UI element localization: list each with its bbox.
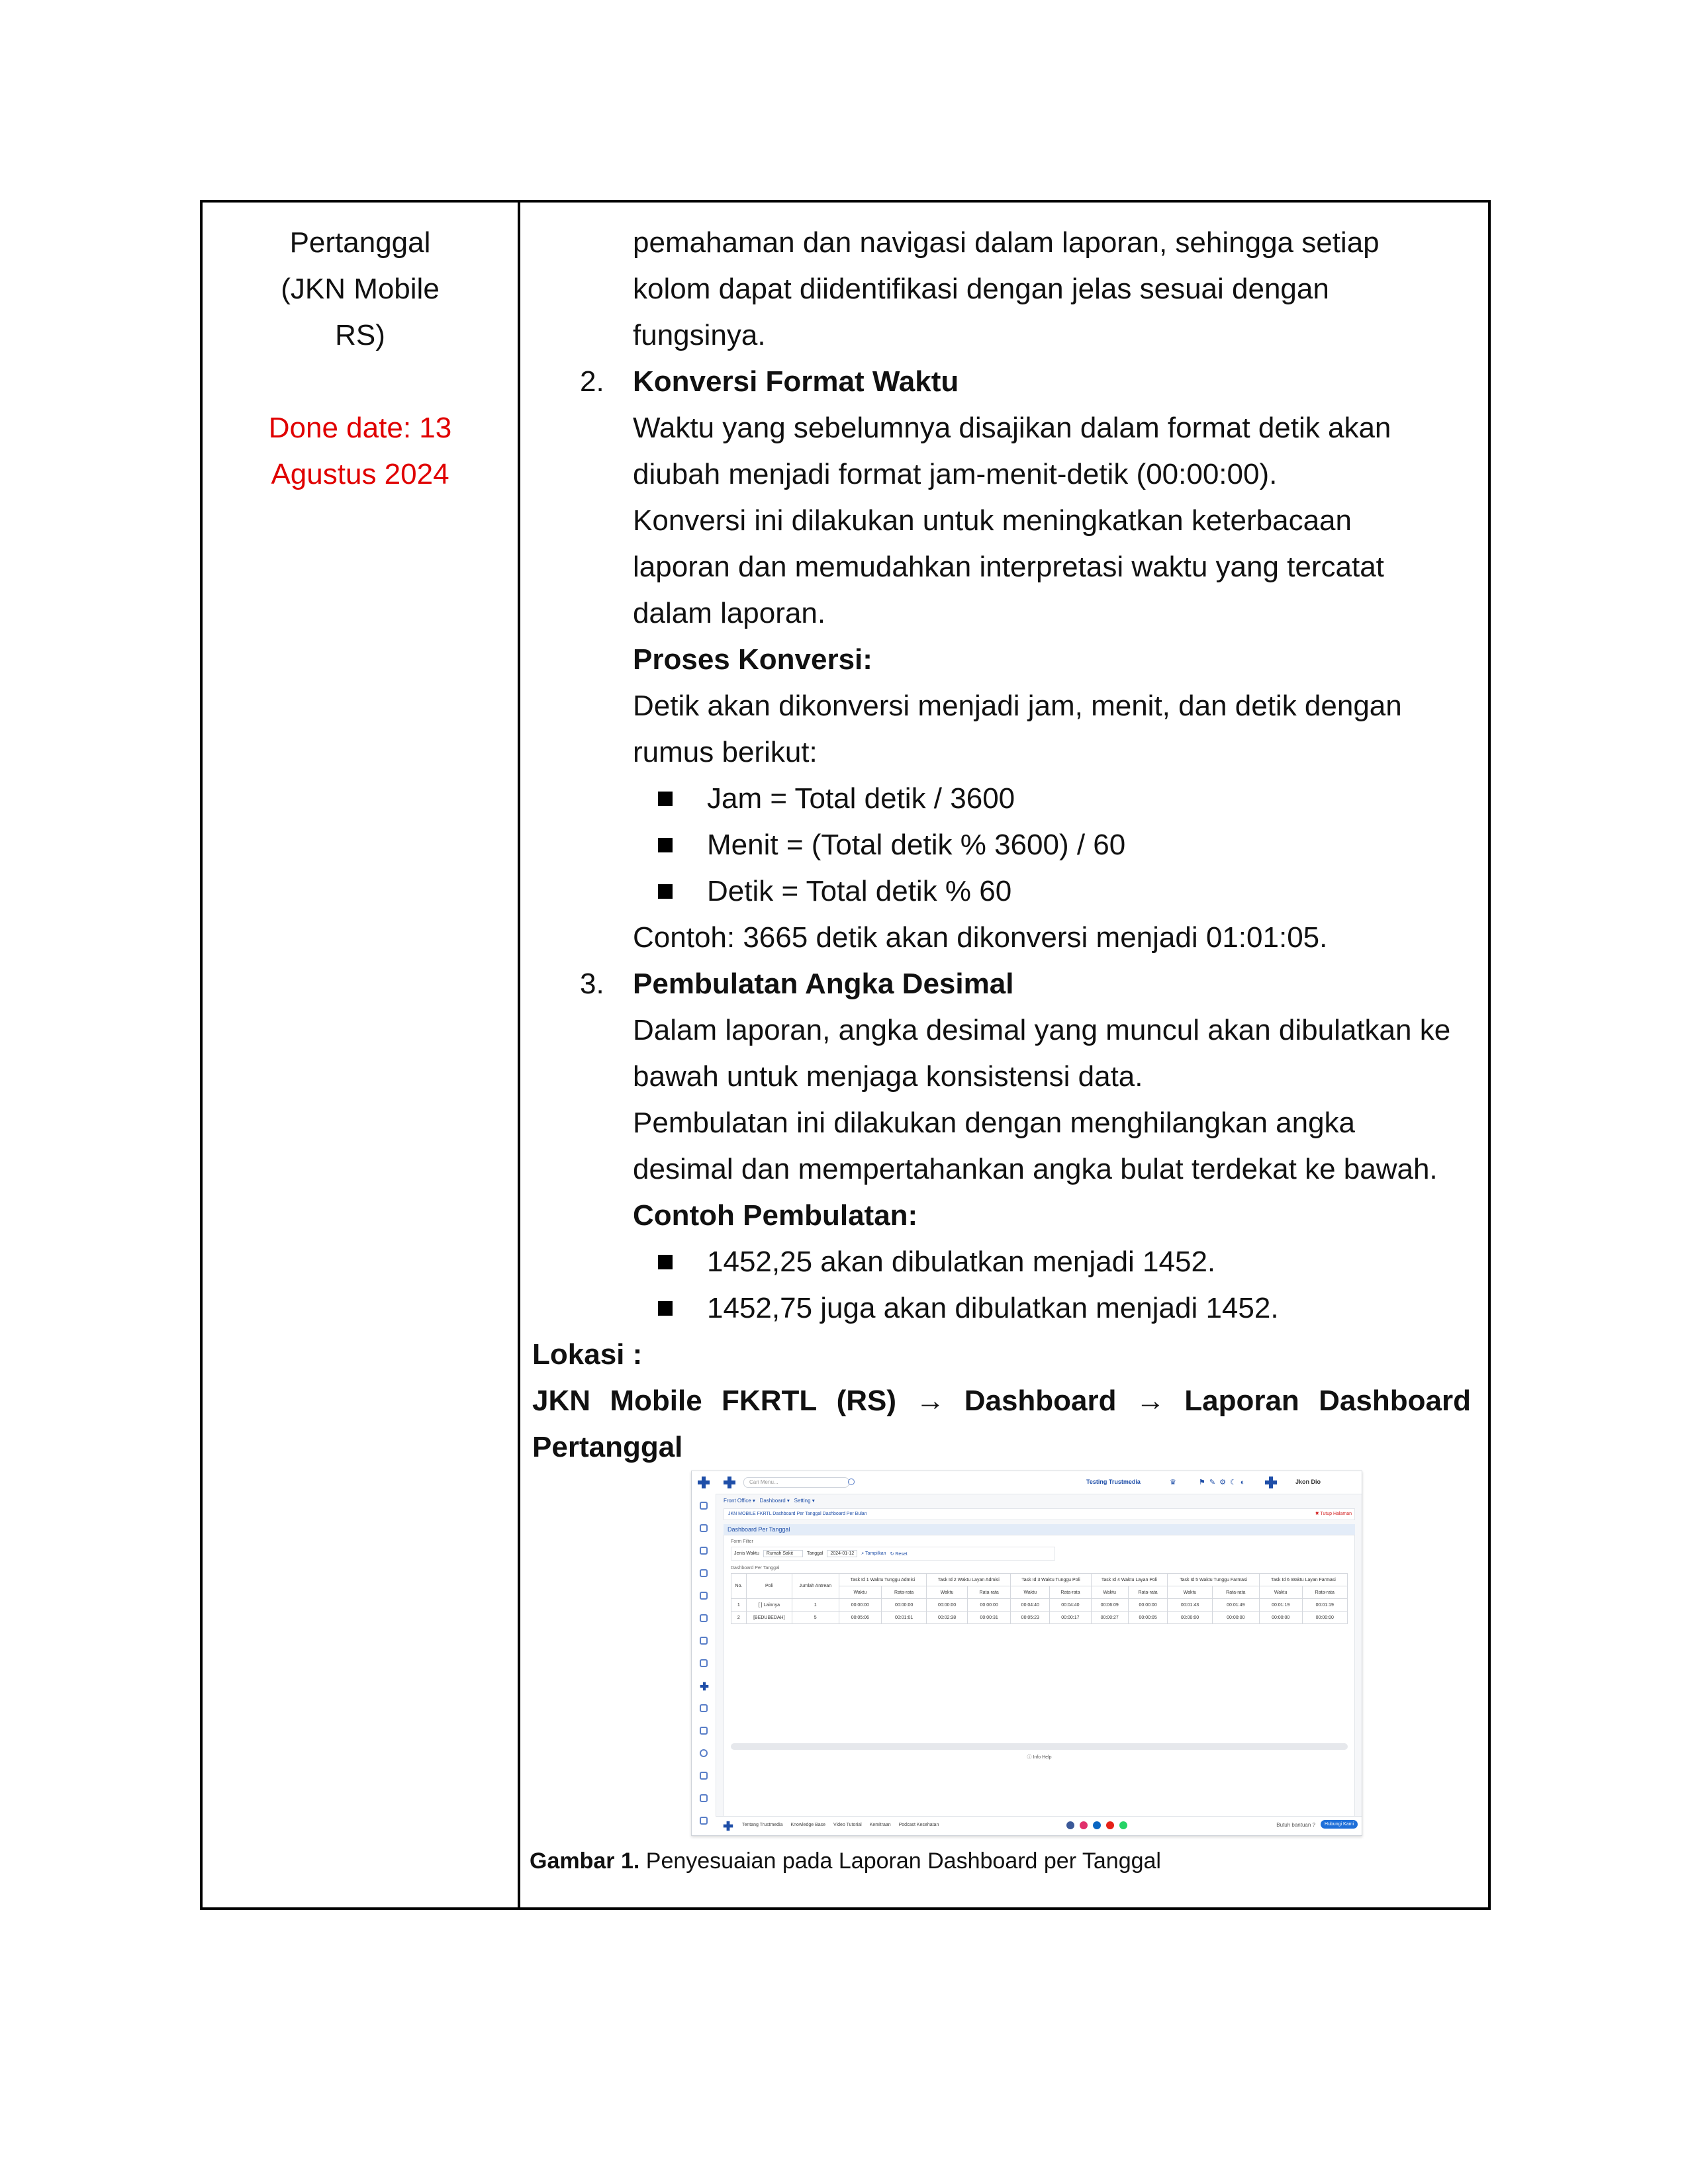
whatsapp-icon[interactable]: [1119, 1821, 1127, 1829]
header-task2: Task Id 2 Waktu Layan Admisi: [927, 1574, 1011, 1586]
table-cell: 00:01:43: [1168, 1599, 1212, 1612]
sub-rata: Rata-rata: [882, 1586, 927, 1599]
paragraph-line: desimal dan mempertahankan angka bulat terdekat ke bawah.: [633, 1153, 1438, 1185]
user-icon[interactable]: [700, 1569, 708, 1577]
facebook-icon[interactable]: [1066, 1821, 1074, 1829]
table-cell: 00:00:17: [1050, 1612, 1091, 1624]
paragraph-line: Detik akan dikonversi menjadi jam, menit, dan detik dengan: [633, 690, 1402, 722]
header-jumlah: Jumlah Antrean: [792, 1574, 839, 1599]
table-cell: 00:00:00: [967, 1599, 1010, 1612]
footer-link[interactable]: Kemitraan: [869, 1823, 891, 1827]
panel-title: Dashboard Per Tanggal: [724, 1524, 1355, 1535]
table-cell: 00:00:00: [1302, 1612, 1347, 1624]
report-icon[interactable]: [700, 1547, 708, 1555]
sub-rata: Rata-rata: [967, 1586, 1010, 1599]
bullet-text: Menit = (Total detik % 3600) / 60: [707, 829, 1126, 861]
sub-waktu: Waktu: [927, 1586, 968, 1599]
close-page-button[interactable]: ✖ Tutup Halaman: [1315, 1512, 1352, 1516]
list-number: 2.: [580, 365, 604, 398]
header-no: No.: [731, 1574, 747, 1599]
done-date: Done date: 13 Agustus 2024: [268, 412, 452, 490]
table-cell: 00:04:40: [1011, 1599, 1050, 1612]
paragraph-line: Pembulatan ini dilakukan dengan menghilangkan angka: [633, 1107, 1356, 1139]
tanggal-label: Tanggal: [806, 1551, 823, 1556]
bpjs-logo-icon: [1265, 1477, 1277, 1488]
person-icon[interactable]: [700, 1794, 708, 1802]
bullet-item: [532, 868, 1472, 915]
header-task5: Task Id 5 Waktu Tunggu Farmasi: [1168, 1574, 1260, 1586]
table-cell: 00:05:23: [1011, 1612, 1050, 1624]
footer-link[interactable]: Podcast Kesehatan: [898, 1823, 939, 1827]
sub-waktu: Waktu: [1259, 1586, 1302, 1599]
table-cell: 00:00:00: [1259, 1612, 1302, 1624]
subheading: Contoh Pembulatan:: [633, 1199, 918, 1232]
bullet-item: [532, 822, 1472, 868]
table-cell: 00:01:01: [882, 1612, 927, 1624]
info-help-label: Info Help: [1033, 1755, 1052, 1760]
header-task4: Task Id 4 Waktu Layan Poli: [1091, 1574, 1168, 1586]
figure-sidebar: [692, 1471, 716, 1835]
table-cell: 1: [792, 1599, 839, 1612]
bullet-text: Detik = Total detik % 60: [707, 875, 1012, 907]
right-cell: [532, 220, 1472, 1471]
table-cell: 00:00:00: [882, 1599, 927, 1612]
help-text: Butuh bantuan ?: [1276, 1822, 1315, 1828]
filter-form: [731, 1547, 1055, 1561]
sub-rata: Rata-rata: [1212, 1586, 1259, 1599]
header-task3: Task Id 3 Waktu Tunggu Poli: [1011, 1574, 1091, 1586]
menu-dashboard[interactable]: Dashboard: [759, 1498, 786, 1504]
figure-caption: [203, 1848, 1488, 1874]
table-cell: 00:00:27: [1091, 1612, 1128, 1624]
footer-links: [742, 1823, 939, 1827]
table-cell: 00:00:00: [927, 1599, 968, 1612]
panel-body: [724, 1535, 1355, 1822]
document-table: [200, 200, 1491, 1910]
document-icon[interactable]: [700, 1704, 708, 1712]
dashboard-icon[interactable]: [700, 1524, 708, 1532]
brand-logo-icon: [724, 1477, 735, 1488]
figure-footer: [716, 1816, 1362, 1835]
paragraph-line: Dalam laporan, angka desimal yang muncul akan dibulatkan ke: [633, 1014, 1451, 1046]
billing-icon[interactable]: [700, 1637, 708, 1645]
table-cell: [ ] Lainnya: [746, 1599, 792, 1612]
lab-icon[interactable]: [700, 1659, 708, 1667]
column-divider: [518, 203, 520, 1907]
paragraph-line: bawah untuk menjaga konsistensi data.: [633, 1060, 1143, 1093]
table-cell: 2: [731, 1612, 747, 1624]
contact-button[interactable]: Hubungi Kami: [1321, 1820, 1358, 1829]
square-bullet-icon: [658, 1301, 673, 1316]
menu-icon[interactable]: [700, 1502, 708, 1510]
app-logo-icon: [698, 1477, 710, 1488]
org-name: Testing Trustmedia: [1086, 1479, 1141, 1485]
footer-link[interactable]: Knowledge Base: [790, 1823, 826, 1827]
location-path: [532, 1378, 1471, 1424]
show-button[interactable]: ⌕ Tampilkan: [861, 1551, 886, 1556]
table-cell: 00:00:31: [967, 1612, 1010, 1624]
settings-icon[interactable]: [700, 1772, 708, 1780]
breadcrumb: [724, 1508, 1355, 1520]
path-word: JKN: [532, 1385, 591, 1417]
path-word: Dashboard: [964, 1385, 1117, 1417]
location-label: Lokasi :: [532, 1338, 643, 1371]
sub-waktu: Waktu: [839, 1586, 881, 1599]
path-word: FKRTL: [722, 1385, 818, 1417]
sub-waktu: Waktu: [1091, 1586, 1128, 1599]
social-icons: [1066, 1821, 1127, 1829]
toolbar-icons[interactable]: ⚑✎⚙☾◐: [1199, 1479, 1249, 1486]
filter-label: Form Filter: [731, 1539, 753, 1544]
path-word: Dashboard: [1319, 1385, 1471, 1417]
horizontal-scrollbar[interactable]: [731, 1743, 1348, 1750]
location-path-end: Pertanggal: [532, 1431, 683, 1463]
caption-text: Penyesuaian pada Laporan Dashboard per Tanggal: [639, 1848, 1161, 1874]
table-cell: 00:06:09: [1091, 1599, 1128, 1612]
table-cell: 00:05:06: [839, 1612, 881, 1624]
square-bullet-icon: [658, 884, 673, 899]
feature-title: Pertanggal (JKN Mobile RS): [281, 226, 440, 351]
paragraph-line: dalam laporan.: [633, 597, 826, 629]
square-bullet-icon: [658, 1255, 673, 1269]
table-cell: 00:00:00: [1212, 1612, 1259, 1624]
bullet-text: Jam = Total detik / 3600: [707, 782, 1015, 815]
bullet-item: [532, 1239, 1472, 1285]
paragraph-line: rumus berikut:: [633, 736, 818, 768]
table-cell: 5: [792, 1612, 839, 1624]
crown-icon[interactable]: ♛: [1170, 1479, 1176, 1486]
paragraph-line: Konversi ini dilakukan untuk meningkatkan keterbacaan: [633, 504, 1352, 537]
list-number: 3.: [580, 968, 604, 1000]
menu-setting[interactable]: Setting: [794, 1498, 811, 1504]
table-cell: 00:04:40: [1050, 1599, 1091, 1612]
sub-waktu: Waktu: [1168, 1586, 1212, 1599]
table-cell: 00:01:19: [1259, 1599, 1302, 1612]
section-heading: Konversi Format Waktu: [633, 365, 959, 398]
tools-icon[interactable]: [700, 1727, 708, 1735]
example-line: Contoh: 3665 detik akan dikonversi menjadi 01:01:05.: [633, 921, 1328, 954]
screenshot-figure: [691, 1471, 1362, 1836]
service-icon[interactable]: [700, 1592, 708, 1600]
figure-main: [724, 1498, 1355, 1814]
header-task1: Task Id 1 Waktu Tunggu Admisi: [839, 1574, 927, 1586]
arrow-icon: →: [915, 1385, 945, 1417]
list-item-3: [532, 961, 1472, 1007]
footer-logo-icon: [724, 1821, 733, 1831]
path-word: (RS): [836, 1385, 897, 1417]
health-icon[interactable]: [700, 1682, 709, 1691]
reset-button[interactable]: ↻ Reset: [890, 1551, 908, 1557]
breadcrumb-text[interactable]: JKN MOBILE FKRTL Dashboard Per Tanggal Dashboard Per Bulan: [728, 1512, 867, 1516]
top-menu: Front Office ▾ Dashboard ▾ Setting ▾: [724, 1498, 815, 1504]
table-cell: 00:00:05: [1128, 1612, 1167, 1624]
table-row: [731, 1599, 1348, 1612]
list-item-2: [532, 359, 1472, 405]
figure-topbar: [716, 1471, 1362, 1494]
sub-rata: Rata-rata: [1050, 1586, 1091, 1599]
square-bullet-icon: [658, 838, 673, 852]
section-heading: Pembulatan Angka Desimal: [633, 968, 1014, 1000]
show-button-label: Tampilkan: [865, 1551, 886, 1556]
info-help-link[interactable]: ⓘ Info Help: [1027, 1755, 1052, 1760]
caption-label: Gambar 1.: [530, 1848, 640, 1874]
table-cell: 1: [731, 1599, 747, 1612]
bullet-item: [532, 1285, 1472, 1332]
search-icon[interactable]: [848, 1479, 855, 1485]
pharmacy-icon[interactable]: [700, 1614, 708, 1622]
jenis-waktu-select[interactable]: Rumah Sakit: [763, 1550, 803, 1557]
table-cell: 00:01:49: [1212, 1599, 1259, 1612]
table-cell: [BEDUBEDAH]: [746, 1612, 792, 1624]
path-word: Laporan: [1184, 1385, 1299, 1417]
globe-icon[interactable]: [700, 1749, 708, 1757]
intro-line: pemahaman dan navigasi dalam laporan, sehingga setiap: [633, 226, 1380, 259]
intro-line: fungsinya.: [633, 319, 766, 351]
menu-search-input[interactable]: Cari Menu...: [743, 1477, 849, 1488]
square-bullet-icon: [658, 792, 673, 806]
paragraph-line: diubah menjadi format jam-menit-detik (00:00:00).: [633, 458, 1278, 490]
tanggal-input[interactable]: 2024-01-12: [827, 1550, 857, 1557]
bullet-item: [532, 776, 1472, 822]
bullet-text: 1452,75 juga akan dibulatkan menjadi 1452.: [707, 1292, 1279, 1324]
table-cell: 00:00:00: [839, 1599, 881, 1612]
table-cell: 00:00:00: [1168, 1612, 1212, 1624]
instagram-icon[interactable]: [1080, 1821, 1088, 1829]
table-row: [731, 1612, 1348, 1624]
dashboard-table: [731, 1573, 1348, 1624]
table-label: Dashboard Per Tanggal: [731, 1566, 780, 1570]
linkedin-icon[interactable]: [1093, 1821, 1101, 1829]
intro-line: kolom dapat diidentifikasi dengan jelas sesuai dengan: [633, 273, 1329, 305]
paragraph-line: Waktu yang sebelumnya disajikan dalam format detik akan: [633, 412, 1391, 444]
arrow-icon: →: [1135, 1385, 1165, 1417]
card-icon[interactable]: [700, 1817, 708, 1825]
table-cell: 00:01:19: [1302, 1599, 1347, 1612]
jenis-waktu-label: Jenis Waktu: [734, 1551, 759, 1556]
table-cell: 00:02:38: [927, 1612, 968, 1624]
sub-waktu: Waktu: [1011, 1586, 1050, 1599]
left-cell: [203, 203, 518, 498]
header-task6: Task Id 6 Waktu Layan Farmasi: [1259, 1574, 1347, 1586]
header-poli: Poli: [746, 1574, 792, 1599]
subheading: Proses Konversi:: [633, 643, 872, 676]
table-header-row: [731, 1574, 1348, 1586]
bullet-text: 1452,25 akan dibulatkan menjadi 1452.: [707, 1246, 1216, 1278]
youtube-icon[interactable]: [1106, 1821, 1114, 1829]
reset-button-label: Reset: [895, 1551, 908, 1557]
footer-link[interactable]: Tentang Trustmedia: [742, 1823, 783, 1827]
sub-rata: Rata-rata: [1128, 1586, 1167, 1599]
table-cell: 00:00:00: [1128, 1599, 1167, 1612]
menu-front-office[interactable]: Front Office: [724, 1498, 751, 1504]
user-name[interactable]: Jkon Dio: [1295, 1479, 1321, 1485]
sub-rata: Rata-rata: [1302, 1586, 1347, 1599]
paragraph-line: laporan dan memudahkan interpretasi waktu yang tercatat: [633, 551, 1384, 583]
footer-link[interactable]: Video Tutorial: [833, 1823, 862, 1827]
path-word: Mobile: [610, 1385, 702, 1417]
